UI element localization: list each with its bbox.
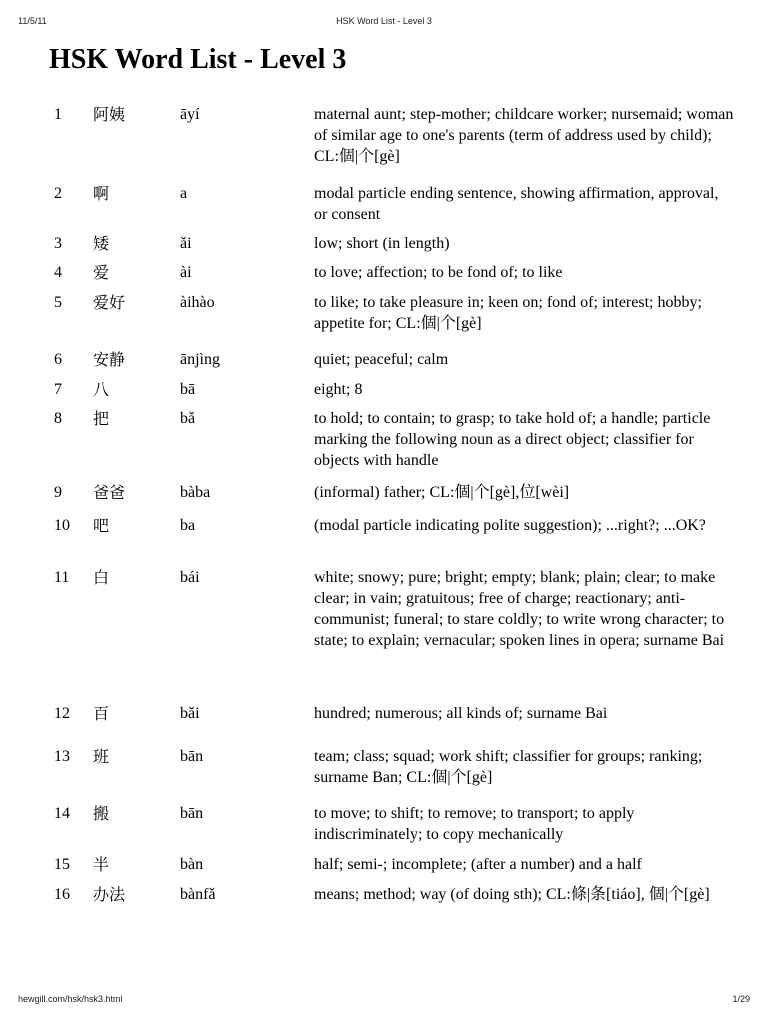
entry-definition: to like; to take pleasure in; keen on; fond of; interest; hobby; appetite for; CL:個|个[gè] bbox=[314, 294, 702, 332]
entry-definition: team; class; squad; work shift; classifier for groups; ranking; surname Ban; CL:個|个[gè] bbox=[314, 748, 703, 786]
print-footer bbox=[0, 994, 768, 1008]
entry-number: 6 bbox=[54, 351, 62, 368]
entry-hanzi: 把 bbox=[93, 409, 110, 428]
print-header-title: HSK Word List - Level 3 bbox=[336, 16, 432, 26]
entry-hanzi: 爱 bbox=[93, 263, 110, 282]
entry-definition: modal particle ending sentence, showing affirmation, approval, or consent bbox=[314, 185, 719, 223]
entry-number: 9 bbox=[54, 484, 62, 501]
entry-definition: to move; to shift; to remove; to transport; to apply indiscriminately; to copy mechanically bbox=[314, 805, 635, 843]
entry-definition: quiet; peaceful; calm bbox=[314, 351, 449, 368]
entry-pinyin: bān bbox=[180, 805, 204, 822]
entry-pinyin: ba bbox=[180, 517, 196, 534]
entry-number: 4 bbox=[54, 264, 62, 281]
entry-number: 13 bbox=[54, 748, 70, 765]
entry-definition: to hold; to contain; to grasp; to take hold of; a handle; particle marking the following noun as a direct object; classifier for objects with handle bbox=[314, 410, 711, 469]
entry-hanzi: 爱好 bbox=[93, 293, 126, 312]
entry-definition: to love; affection; to be fond of; to like bbox=[314, 264, 563, 281]
entry-number: 5 bbox=[54, 294, 62, 311]
entry-hanzi: 八 bbox=[93, 380, 110, 399]
entry-definition: means; method; way (of doing sth); CL:條|条[tiáo], 個|个[gè] bbox=[314, 886, 710, 903]
entry-pinyin: āyí bbox=[180, 106, 200, 123]
entry-pinyin: àihào bbox=[180, 294, 215, 311]
entry-pinyin: bā bbox=[180, 381, 196, 398]
entry-pinyin: ānjìng bbox=[180, 351, 220, 368]
entry-pinyin: bànfǎ bbox=[180, 886, 216, 903]
print-date: 11/5/11 bbox=[18, 16, 47, 26]
entry-definition: (informal) father; CL:個|个[gè],位[wèi] bbox=[314, 484, 570, 501]
entry-number: 3 bbox=[54, 235, 62, 252]
page-number: 1/29 bbox=[732, 994, 750, 1004]
entry-definition: (modal particle indicating polite suggestion); ...right?; ...OK? bbox=[314, 517, 706, 534]
entry-pinyin: ài bbox=[180, 264, 192, 281]
entry-number: 7 bbox=[54, 381, 62, 398]
entry-pinyin: bǎi bbox=[180, 705, 200, 722]
entry-number: 14 bbox=[54, 805, 70, 822]
entry-definition: eight; 8 bbox=[314, 381, 363, 398]
entry-hanzi: 搬 bbox=[93, 804, 110, 823]
entry-definition: half; semi-; incomplete; (after a number) and a half bbox=[314, 856, 642, 873]
entry-pinyin: bàn bbox=[180, 856, 204, 873]
entry-hanzi: 阿姨 bbox=[93, 105, 126, 124]
entry-hanzi: 安静 bbox=[93, 350, 126, 369]
entry-hanzi: 矮 bbox=[93, 234, 110, 253]
entry-number: 11 bbox=[54, 569, 70, 586]
entry-hanzi: 啊 bbox=[93, 184, 110, 203]
entry-number: 16 bbox=[54, 886, 70, 903]
entry-hanzi: 白 bbox=[93, 568, 110, 587]
entry-number: 8 bbox=[54, 410, 62, 427]
entry-definition: maternal aunt; step-mother; childcare worker; nursemaid; woman of similar age to one's parents (term of address used by child); CL:個|个[gè] bbox=[314, 106, 734, 165]
page-url: hewgill.com/hsk/hsk3.html bbox=[18, 994, 123, 1004]
entry-number: 15 bbox=[54, 856, 70, 873]
entry-pinyin: bàba bbox=[180, 484, 211, 501]
entry-hanzi: 半 bbox=[93, 855, 110, 874]
entry-hanzi: 爸爸 bbox=[93, 483, 126, 502]
entry-definition: hundred; numerous; all kinds of; surname Bai bbox=[314, 705, 608, 722]
entry-number: 2 bbox=[54, 185, 62, 202]
entry-number: 10 bbox=[54, 517, 70, 534]
entry-number: 1 bbox=[54, 106, 62, 123]
entry-pinyin: bái bbox=[180, 569, 200, 586]
entry-pinyin: a bbox=[180, 185, 188, 202]
entry-hanzi: 吧 bbox=[93, 516, 110, 535]
entry-hanzi: 百 bbox=[93, 704, 110, 723]
entry-pinyin: ǎi bbox=[180, 235, 192, 252]
entry-definition: white; snowy; pure; bright; empty; blank; plain; clear; to make clear; in vain; gratuitous; free of charge; reactionary; anti-communist; funeral; to stare coldly; to write wrong character; to state; to explain; vernacular; spoken lines in opera; surname Bai bbox=[314, 569, 725, 649]
entry-number: 12 bbox=[54, 705, 70, 722]
entry-pinyin: bǎ bbox=[180, 410, 196, 427]
entry-definition: low; short (in length) bbox=[314, 235, 450, 252]
page-title: HSK Word List - Level 3 bbox=[49, 44, 347, 75]
entry-pinyin: bān bbox=[180, 748, 204, 765]
entry-hanzi: 班 bbox=[93, 747, 110, 766]
entry-hanzi: 办法 bbox=[93, 885, 126, 904]
